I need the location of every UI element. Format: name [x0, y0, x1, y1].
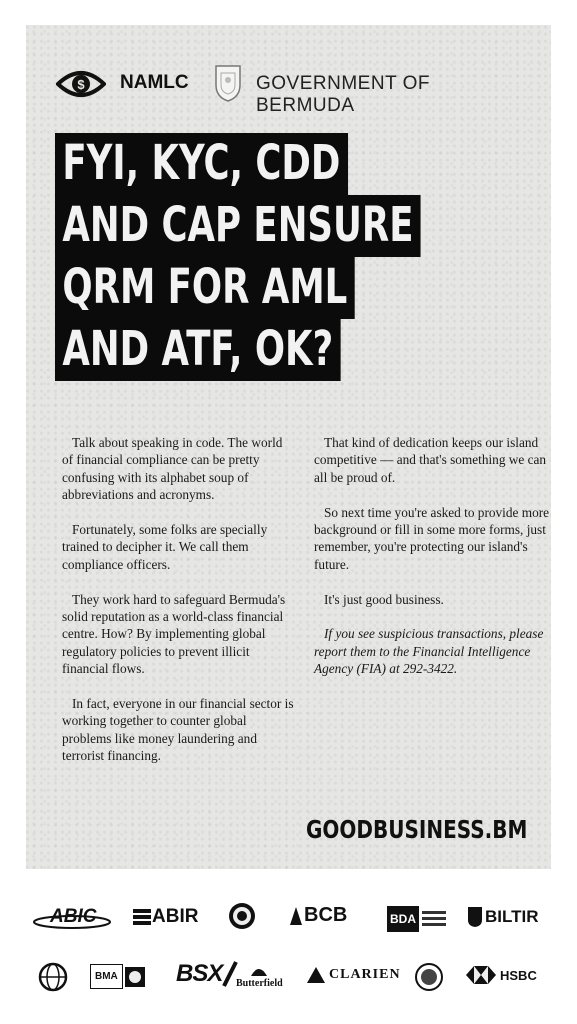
namlc-label: NAMLC [120, 72, 189, 93]
body-paragraph: It's just good business. [324, 591, 444, 607]
body-paragraph: That kind of dedication keeps our island competitive — and that's something we can all be proud of. [314, 435, 547, 485]
abir-stripes-icon [133, 907, 151, 927]
body-paragraph: So next time you're asked to provide more background or fill in some more forms, just remember, you're protecting our island's future. [314, 504, 550, 572]
butterfield-crest-icon [249, 962, 269, 978]
clarien-triangle-icon [306, 966, 326, 984]
clarien-logo: CLARIEN [306, 966, 401, 984]
bma-logo: BMA [90, 964, 147, 989]
bda-logo: BDA [387, 906, 447, 932]
svg-text:$: $ [77, 77, 85, 92]
seal-logo [228, 902, 256, 930]
advertisement [26, 25, 551, 869]
bma-crest-icon [123, 965, 147, 989]
biltir-shield-icon [467, 906, 483, 928]
butterfield-logo: Butterfield [236, 962, 283, 989]
bda-text-lines-icon [419, 908, 447, 930]
seal-logo-2 [414, 962, 444, 992]
body-column-right [314, 434, 551, 695]
website-url[interactable]: GOODBUSINESS.BM [306, 815, 528, 844]
headline [55, 133, 549, 381]
body-paragraph: They work hard to safeguard Bermuda's solid reputation as a world-class financial centre. How? By implementing global regulatory policies to prevent illicit financial flows. [62, 591, 286, 677]
seal-icon [414, 962, 444, 992]
eye-icon [56, 68, 106, 100]
headline-line-1: FYI, KYC, CDD [55, 133, 348, 195]
headline-line-4: AND ATF, OK? [55, 319, 341, 381]
headline-line-2: AND CAP ENSURE [55, 195, 421, 257]
bcb-logo: BCB [288, 904, 347, 927]
government-label: GOVERNMENT OF BERMUDA [256, 73, 430, 116]
seal-icon [228, 902, 256, 930]
header [56, 63, 526, 116]
bermuda-crest-icon [213, 63, 243, 103]
report-notice: If you see suspicious transactions, please report them to the Financial Intelligence Agency (FIA) at 292-3422. [314, 626, 544, 677]
biltir-logo: BILTIR [467, 906, 539, 928]
body-paragraph: In fact, everyone in our financial sector is working together to counter global problems like money laundering and terrorist financing. [62, 696, 294, 764]
bcb-sail-icon [288, 905, 304, 927]
sponsor-logos [0, 880, 577, 1020]
body-column-left [62, 434, 294, 782]
body-paragraph: Talk about speaking in code. The world of financial compliance can be pretty confusing with its alphabet soup of abbreviations and acronyms. [62, 435, 283, 503]
abir-logo: ABIR [133, 906, 198, 928]
headline-line-3: QRM FOR AML [55, 257, 355, 319]
hsbc-logo: HSBC [466, 966, 537, 984]
hsbc-hexagon-icon [466, 966, 496, 984]
abic-logo: ABIC [32, 906, 112, 932]
bsx-logo: BSX [176, 960, 238, 988]
globe-logo [38, 962, 68, 992]
body-paragraph: Fortunately, some folks are specially trained to decipher it. We call them compliance officers. [62, 522, 268, 572]
globe-icon [38, 962, 68, 992]
